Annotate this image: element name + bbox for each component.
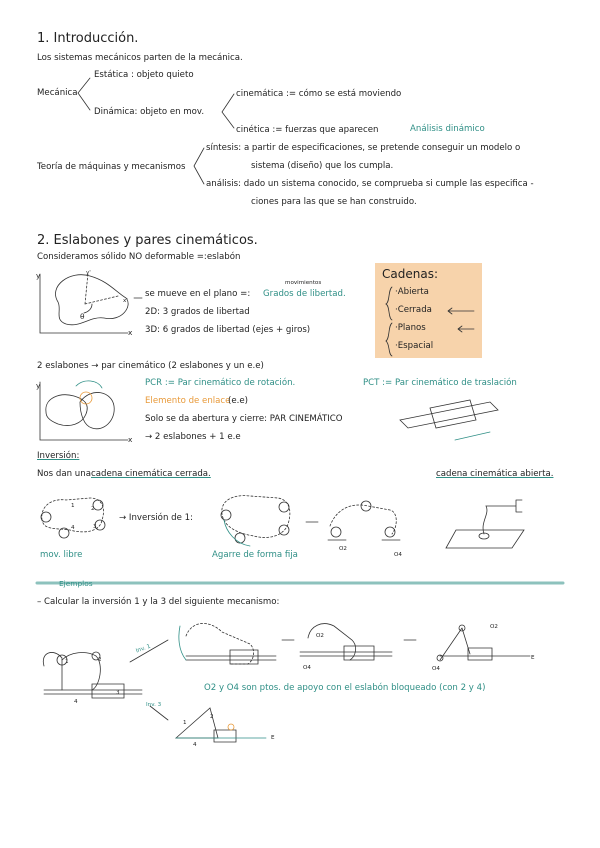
analisis-text-2: ciones para las que se han construido. xyxy=(251,197,417,207)
mech-block xyxy=(92,684,124,698)
enlace-circle xyxy=(80,392,92,404)
ex-num-2: 2 xyxy=(98,657,102,663)
analisis-text-1: análisis: dado un sistema conocido, se comprueba si cumple las especifica - xyxy=(206,179,534,189)
blob-1 xyxy=(56,275,129,325)
inv1-mech xyxy=(186,623,254,664)
analisis-dinamico-text: Análisis dinámico xyxy=(410,124,485,134)
mech-rod xyxy=(44,690,142,694)
eslabon-b xyxy=(80,392,114,428)
cadenas-planos: ·Planos xyxy=(395,323,426,333)
section-1-title: 1. Introducción. xyxy=(37,31,139,46)
section-2-title: 2. Eslabones y pares cinemáticos. xyxy=(37,233,258,248)
pct-slider xyxy=(400,402,498,428)
inv3-triangle xyxy=(176,708,218,738)
movimientos-note: movimientos xyxy=(285,280,322,286)
step3-block xyxy=(468,648,492,660)
cadenas-espacial: ·Espacial xyxy=(395,341,434,351)
grados-3d-text: 3D: 6 grados de libertad (ejes + giros) xyxy=(145,325,311,335)
calcular-text: – Calcular la inversión 1 y la 3 del siguiente mecanismo: xyxy=(37,597,280,607)
o4-label-ex: O4 xyxy=(303,665,311,671)
agarre-text: Agarre de forma fija xyxy=(212,550,298,560)
eslabon-a xyxy=(46,395,87,426)
nos-dan-text: Nos dan una xyxy=(37,469,91,479)
arrow-inv3 xyxy=(150,706,168,720)
inv-num-3: 3 xyxy=(93,524,97,530)
theta-arc xyxy=(84,304,92,313)
step2-block xyxy=(344,646,374,660)
brace-dinamica xyxy=(222,94,234,128)
axis-x-label-1: x xyxy=(128,328,133,337)
mov-libre-text: mov. libre xyxy=(40,550,83,560)
grados-2d-text: 2D: 3 grados de libertad xyxy=(145,307,250,317)
e-label-1: E xyxy=(531,655,535,661)
axis-xprime-label: x' xyxy=(123,298,128,304)
ejemplos-title: Ejemplos xyxy=(56,578,96,589)
brace-teoria xyxy=(194,148,204,184)
intro-text: Los sistemas mecánicos parten de la mecánica. xyxy=(37,53,243,63)
cinematica-text: cinemática := cómo se está moviendo xyxy=(236,89,402,99)
inv1-block xyxy=(230,650,258,664)
o2-label-ex: O2 xyxy=(316,633,324,639)
cadenas-cerrada: ·Cerrada xyxy=(395,305,432,315)
axis-y-label-1: y xyxy=(36,271,41,280)
estatica-text: Estática : objeto quieto xyxy=(94,70,194,80)
inv-num-4: 4 xyxy=(71,525,75,531)
inv1-hatch xyxy=(179,626,186,660)
grados-text: Grados de libertad. xyxy=(263,289,346,299)
o4-label-ex-2: O4 xyxy=(432,666,440,672)
step3-mech xyxy=(440,628,470,660)
mech-link1 xyxy=(43,652,62,690)
rotation-arrow xyxy=(76,381,102,388)
inversion-title: Inversión: xyxy=(37,451,80,461)
inversion-1-text: → Inversión de 1: xyxy=(119,513,193,523)
inv-num-2: 2 xyxy=(91,506,95,512)
inv3-num-1: 1 xyxy=(183,720,187,726)
abierta-text: cadena cinemática abierta. xyxy=(436,469,554,479)
step2-rod xyxy=(300,652,392,656)
pct-arrow xyxy=(455,432,490,440)
arrow-planos xyxy=(458,326,474,332)
axis-y-label-2: y xyxy=(36,381,41,390)
solo-text: Solo se da abertura y cierre: PAR CINEMÁTICO xyxy=(145,414,343,424)
o2-label-inv: O2 xyxy=(339,546,347,552)
o2-label-ex-2: O2 xyxy=(490,624,498,630)
pct-text: PCT := Par cinemático de traslación xyxy=(363,378,517,388)
inv-num-1: 1 xyxy=(71,503,75,509)
cadena-abierta-arm xyxy=(483,500,522,534)
dinamica-text: Dinámica: objeto en mov. xyxy=(94,107,205,117)
eslabones-text: 2 eslabones → par cinemático (2 eslabones y un e.e) xyxy=(37,361,264,371)
theta-label: θ xyxy=(80,312,85,321)
brace-mecanica xyxy=(78,78,90,110)
e-label-2: E xyxy=(271,735,275,741)
inv1-rod xyxy=(186,656,276,660)
inv3-num-4: 4 xyxy=(193,742,197,748)
arrow-inv1 xyxy=(130,640,168,662)
plano-text: se mueve en el plano =: xyxy=(145,289,251,299)
inv-3-label: Inv. 3 xyxy=(146,702,162,708)
axes-1 xyxy=(40,274,128,333)
pct-block xyxy=(430,400,476,428)
ee-text: (e.e) xyxy=(228,396,249,406)
sintesis-text-1: síntesis: a partir de especificaciones, se pretende conseguir un modelo o xyxy=(206,143,521,153)
mecanica-text: Mecánica xyxy=(37,88,78,98)
cinetica-text: cinética := fuerzas que aparecen xyxy=(236,125,379,135)
teoria-text: Teoría de máquinas y mecanismos xyxy=(37,162,186,172)
cadena-cerrada-1 xyxy=(42,498,104,532)
axis-yprime-label: y' xyxy=(86,270,91,276)
inv-1-label: Inv. 1 xyxy=(135,643,152,655)
brace-planos-espacial xyxy=(386,323,392,356)
consideramos-text: Consideramos sólido NO deformable =:eslabón xyxy=(37,252,241,262)
cadena-cerrada-2 xyxy=(222,496,290,538)
cadenas-title: Cadenas: xyxy=(382,267,438,281)
ex-num-1: 1 xyxy=(65,659,69,665)
o4-label-inv: O4 xyxy=(394,552,402,558)
ex-num-3: 3 xyxy=(116,690,120,696)
pcr-text: PCR := Par cinemático de rotación. xyxy=(145,378,296,388)
ex-num-4: 4 xyxy=(74,699,78,705)
elemento-text: Elemento de enlace xyxy=(145,396,231,406)
apoyo-text: O2 y O4 son ptos. de apoyo con el eslabón bloqueado (con 2 y 4) xyxy=(204,683,486,693)
arrow-cerrada xyxy=(448,308,474,314)
axes-2 xyxy=(40,382,128,440)
inv3-num-2: 2 xyxy=(210,714,214,720)
step2-mech xyxy=(308,624,356,660)
brace-abierta-cerrada xyxy=(386,287,392,320)
cerrada-text: cadena cinemática cerrada. xyxy=(91,469,211,479)
axis-x-label-2: x xyxy=(128,435,133,444)
two-eslabones-text: → 2 eslabones + 1 e.e xyxy=(145,432,241,442)
cadenas-abierta: ·Abierta xyxy=(395,287,429,297)
cadena-3 xyxy=(330,505,396,534)
sintesis-text-2: sistema (diseño) que los cumpla. xyxy=(251,161,394,171)
